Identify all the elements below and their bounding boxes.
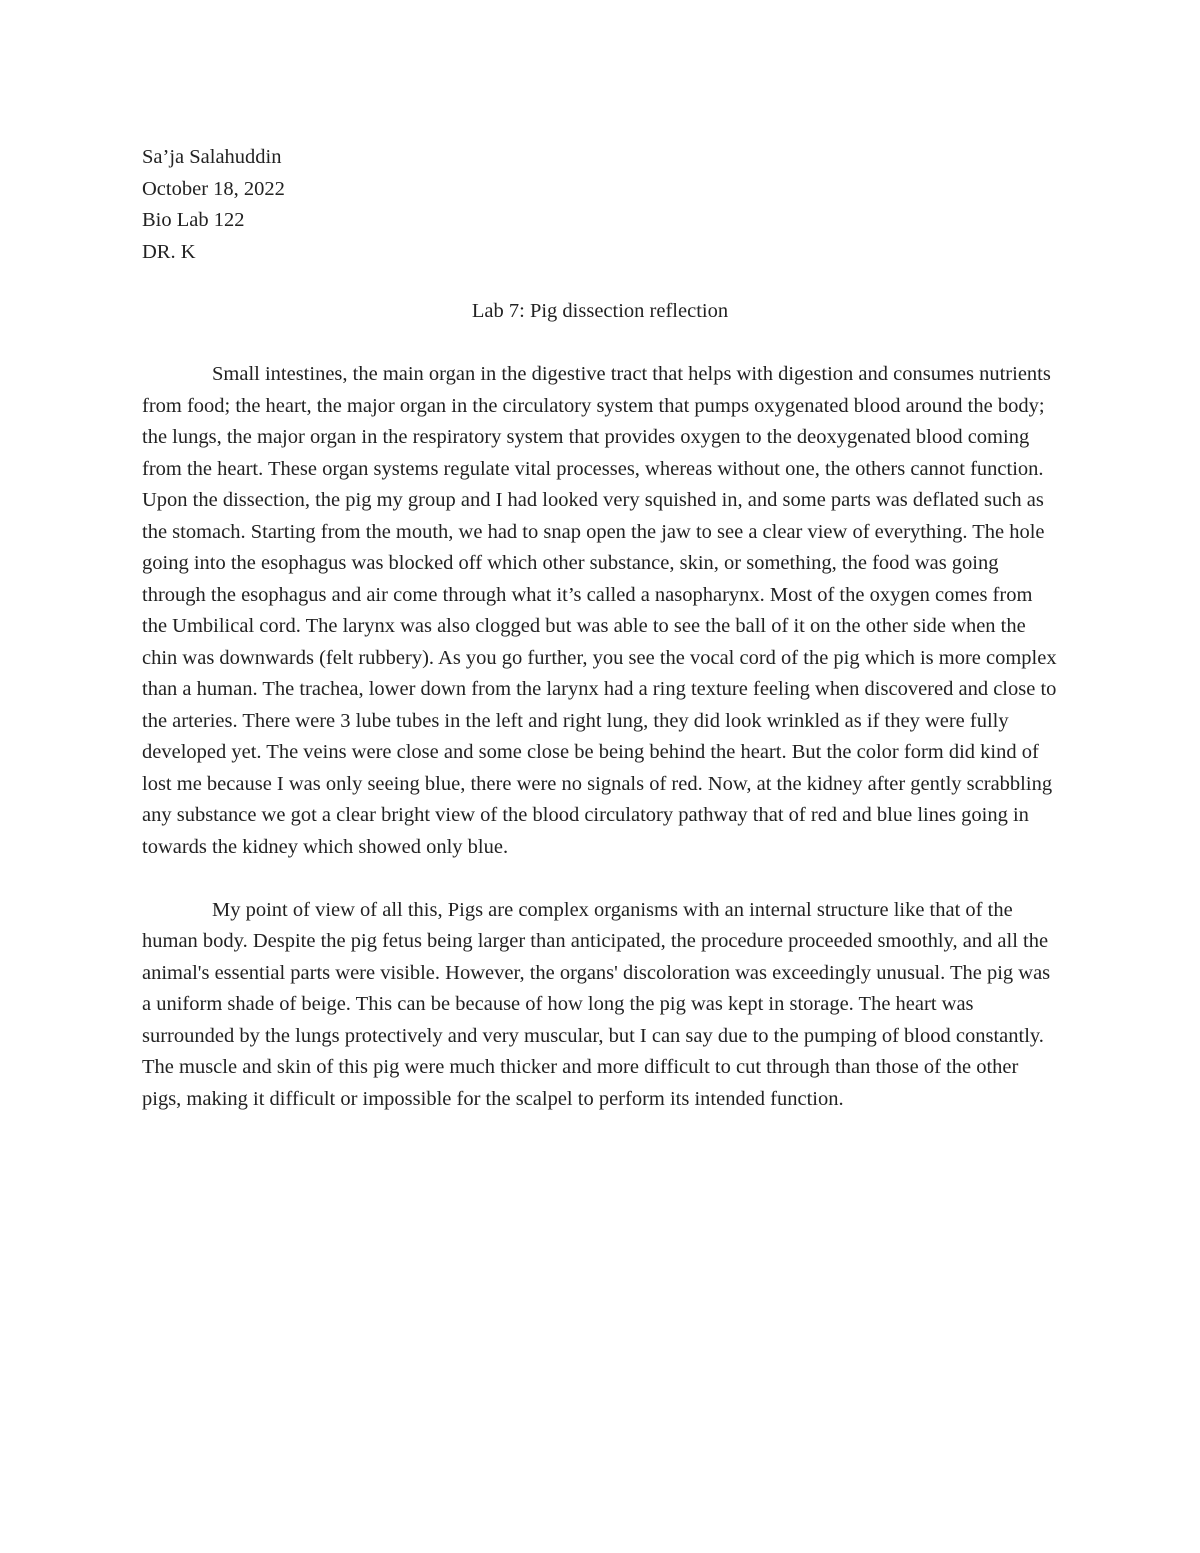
document-title: Lab 7: Pig dissection reflection (471, 300, 729, 322)
document-header (142, 142, 285, 268)
paragraph: My point of view of all this, Pigs are complex organisms with an internal structure like that of the human body. Despite the pig fetus being larger than anticipated, the procedure proceeded smoothly, and all the animal's essential parts were visible. However, the organs' discoloration was exceedingly unusual. The pig was a uniform shade of beige. This can be because of how long the pig was kept in storage. The heart was surrounded by the lungs protectively and very muscular, but I can say due to the pumping of blood constantly. The muscle and skin of this pig were much thicker and more difficult to cut through than those of the other pigs, making it difficult or impossible for the scalpel to perform its intended function. (142, 898, 1051, 1110)
instructor-name: DR. K (142, 240, 196, 263)
course-name: Bio Lab 122 (142, 209, 245, 231)
document-date: October 18, 2022 (142, 177, 285, 200)
document-body (142, 359, 1062, 1147)
paragraph: Small intestines, the main organ in the digestive tract that helps with digestion and consumes nutrients from food; the heart, the major organ in the circulatory system that pumps oxygenated blood around the body; the lungs, the major organ in the respiratory system that provides oxygen to the deoxygenated blood coming from the heart. These organ systems regulate vital processes, whereas without one, the others cannot function. Upon the dissection, the pig my group and I had looked very squished in, and some parts was deflated such as the stomach. Starting from the mouth, we had to snap open the jaw to see a clear view of everything. The hole going into the esophagus was blocked off which other substance, skin, or something, the food was going through the esophagus and air come through what it’s called a nasopharynx. Most of the oxygen comes from the Umbilical cord. The larynx was also clogged but was able to see the ball of it on the other side when the chin was downwards (felt rubbery). As you go further, you see the vocal cord of the pig which is more complex than a human. The trachea, lower down from the larynx had a ring texture feeling when discovered and close to the arteries. There were 3 lube tubes in the left and right lung, they did look wrinkled as if they were fully developed yet. The veins were close and some close be being behind the heart. But the color form did kind of lost me because I was only seeing blue, there were no signals of red. Now, at the kidney after gently scrabbling any substance we got a clear bright view of the blood circulatory pathway that of red and blue lines going in towards the kidney which showed only blue. (142, 363, 1057, 858)
author-name: Sa’ja Salahuddin (142, 146, 282, 168)
